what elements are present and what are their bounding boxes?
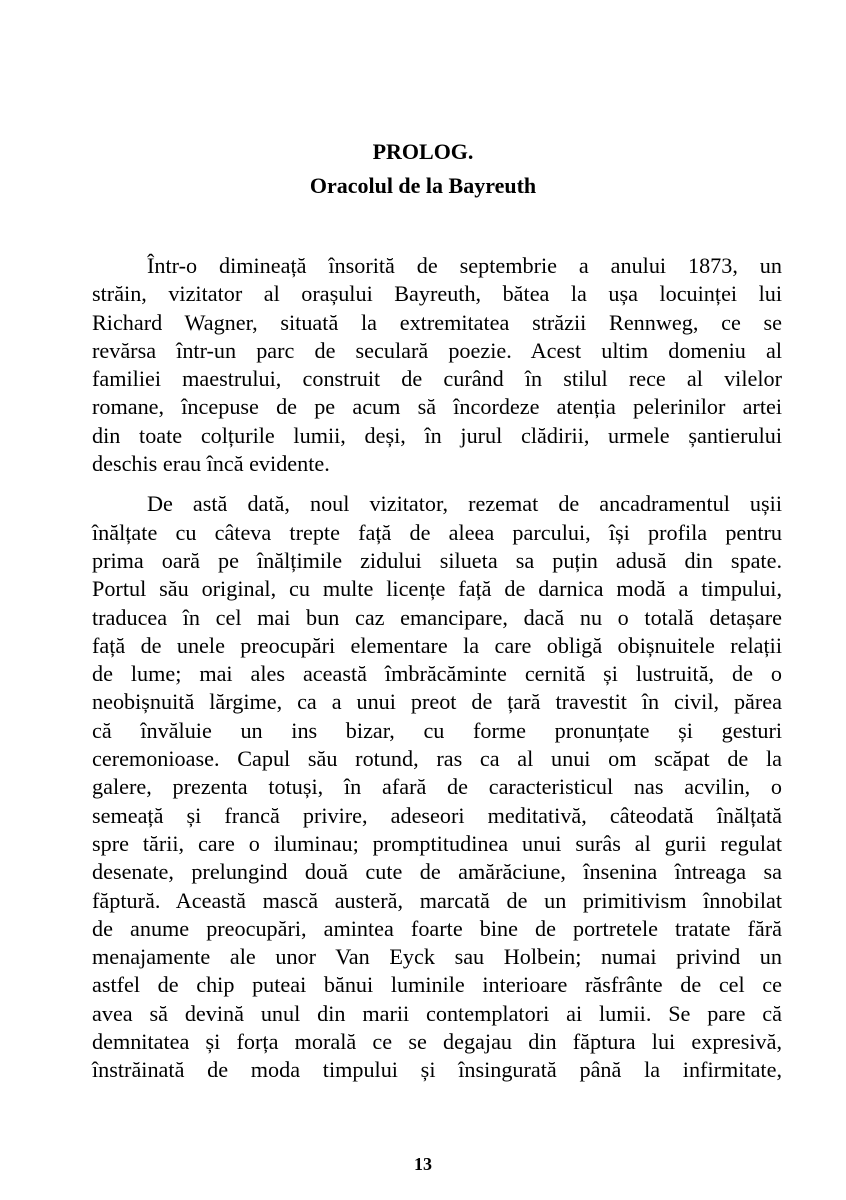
text-line (92, 490, 782, 518)
text-line-content: traducea în cel mai bun caz emancipare, dacă nu o totală detașare (92, 604, 782, 630)
text-line-content: Richard Wagner, situată la extremitatea străzii Rennweg, ce se (92, 309, 782, 335)
text-line (92, 519, 782, 547)
text-line (92, 604, 782, 632)
text-line-content: străin, vizitator al orașului Bayreuth, bătea la ușa locuinței lui (92, 281, 782, 307)
paragraph-gap (92, 478, 782, 490)
text-line (92, 717, 782, 745)
chapter-subtitle: Oracolul de la Bayreuth (309, 173, 537, 198)
text-line-content: Într-o dimineață însorită de septembrie a anului 1873, un (147, 253, 782, 278)
text-line-content: romane, începuse de pe acum să încordeze atenția pelerinilor artei (92, 394, 782, 420)
page-number: 13 (414, 1154, 432, 1174)
text-line (92, 887, 782, 915)
text-line-content: galere, prezenta totuși, în afară de caracteristicul nas acvilin, o (92, 774, 782, 800)
text-line (92, 575, 782, 603)
text-line-content: menajamente ale unor Van Eyck sau Holbein; numai privind un (92, 944, 782, 970)
text-line-content: De astă dată, noul vizitator, rezemat de ancadramentul ușii (147, 491, 782, 517)
text-line-content: neobișnuită lărgime, ca a unui preot de țară travestit în civil, părea (92, 689, 782, 715)
text-line-content: de lume; mai ales această îmbrăcăminte cernită și lustruită, de o (92, 661, 782, 687)
text-line (92, 309, 782, 337)
text-line (92, 1028, 782, 1056)
text-line (92, 660, 782, 688)
text-line (92, 971, 782, 999)
text-line-content: ceremonioase. Capul său rotund, ras ca al unui om scăpat de la (92, 746, 782, 772)
text-line-content: familiei maestrului, construit de curând în stilul rece al vilelor (92, 366, 782, 392)
text-line (92, 858, 782, 886)
text-line (92, 547, 782, 575)
text-line-content: înstrăinată de moda timpului și însingurată până la infirmitate, (92, 1057, 782, 1083)
text-line-content: făptură. Această mască austeră, marcată de un primitivism înnobilat (92, 887, 782, 913)
text-line (92, 1056, 782, 1084)
text-line (92, 830, 782, 858)
text-line (92, 773, 782, 801)
text-line-content: Portul său original, cu multe licențe față de darnica modă a timpului, (92, 576, 782, 602)
text-line-content: avea să devină unul din marii contemplatori ai lumii. Se pare că (92, 1000, 782, 1026)
chapter-title: PROLOG. (372, 139, 474, 164)
text-line-content: prima oară pe înălțimile zidului silueta sa puțin adusă din spate. (92, 547, 782, 573)
text-line-content: înălțate cu câteva trepte față de aleea parcului, își profila pentru (92, 519, 782, 545)
text-line-content: față de unele preocupări elementare la care obligă obișnuitele relații (92, 632, 782, 658)
text-line (92, 943, 782, 971)
text-line-content: spre tării, care o iluminau; promptitudinea unui surâs al gurii regulat (92, 830, 782, 856)
text-line (92, 280, 782, 308)
text-line (92, 252, 782, 280)
text-line-content: desenate, prelungind două cute de amărăciune, însenina întreaga sa (92, 859, 782, 885)
text-line (92, 393, 782, 421)
text-line-content: revărsa într-un parc de seculară poezie. Acest ultim domeniu al (92, 337, 782, 363)
text-line-content: astfel de chip puteai bănui luminile interioare răsfrânte de cel ce (92, 972, 782, 998)
text-line (92, 365, 782, 393)
text-line-content: că învăluie un ins bizar, cu forme pronunțate și gesturi (92, 717, 782, 743)
text-line (92, 422, 782, 450)
text-line-content: semeață și francă privire, adeseori meditativă, câteodată înălțată (92, 802, 782, 828)
text-line (92, 745, 782, 773)
paragraph-2 (92, 490, 782, 1084)
text-line-content: deschis erau încă evidente. (92, 451, 330, 477)
text-line (92, 632, 782, 660)
text-line-content: de anume preocupări, amintea foarte bine de portretele tratate fără (92, 915, 782, 941)
text-line (92, 802, 782, 830)
paragraph-1 (92, 252, 782, 478)
text-line (92, 1000, 782, 1028)
text-line (92, 688, 782, 716)
text-line-content: demnitatea și forța morală ce se degajau din făptura lui expresivă, (92, 1029, 782, 1055)
body-text (92, 252, 782, 1085)
text-line (92, 337, 782, 365)
text-line (92, 450, 782, 478)
text-line-content: din toate colțurile lumii, deși, în jurul clădirii, urmele șantierului (92, 422, 782, 448)
text-line (92, 915, 782, 943)
